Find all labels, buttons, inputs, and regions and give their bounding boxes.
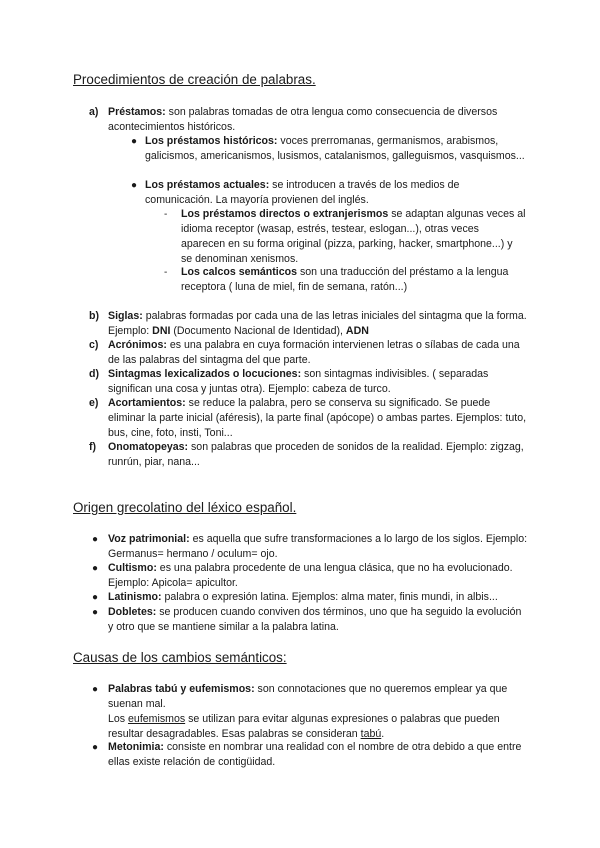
- term-voz-patrimonial: Voz patrimonial:: [108, 533, 190, 545]
- text-acortamientos: se reduce la palabra, pero se conserva su significado. Se puede eliminar la parte inicial (aféresis), la parte final (apócope) o ambas partes. Ejemplos: tuto, bus, cine, foto, insti, Toni...: [108, 397, 527, 439]
- item-prestamos-actuales: [145, 178, 525, 208]
- item-prestamos: [108, 105, 528, 135]
- term-onomatopeyas: Onomatopeyas:: [108, 441, 189, 453]
- term-prestamos-actuales: Los préstamos actuales:: [145, 179, 270, 191]
- term-dobletes: Dobletes:: [108, 606, 157, 618]
- text-metonimia: consiste en nombrar una realidad con el nombre de otra debido a que entre ellas existe relación de contigüidad.: [108, 741, 522, 768]
- bullet-icon: ●: [92, 684, 99, 695]
- text-eufemismos-pre: Los: [108, 713, 129, 725]
- bullet-icon: ●: [92, 592, 99, 603]
- term-latinismo: Latinismo:: [108, 591, 162, 603]
- bullet-icon: ●: [92, 742, 99, 753]
- item-siglas: [108, 309, 528, 339]
- term-cultismo: Cultismo:: [108, 562, 157, 574]
- list-marker-e: e): [89, 397, 99, 409]
- term-acortamientos: Acortamientos:: [108, 397, 186, 409]
- bullet-icon: ●: [92, 563, 99, 574]
- item-metonimia: [108, 740, 528, 770]
- item-calcos-semanticos: [181, 265, 526, 295]
- text-dobletes: se producen cuando conviven dos términos, uno que ha seguido la evolución y otro que se mantiene similar a la palabra latina.: [108, 606, 522, 633]
- text-voz-patrimonial: es aquella que sufre transformaciones a lo largo de los siglos. Ejemplo: Germanus= hermano / oculum= ojo.: [108, 533, 528, 560]
- bullet-icon: ●: [131, 180, 138, 191]
- list-marker-c: c): [89, 339, 99, 351]
- term-acronimos: Acrónimos:: [108, 339, 167, 351]
- list-marker-a: a): [89, 106, 99, 118]
- term-calcos-semanticos: Los calcos semánticos: [181, 266, 297, 278]
- item-dobletes: [108, 605, 528, 635]
- bullet-icon: ●: [92, 534, 99, 545]
- text-prestamos-historicos: voces prerromanas, germanismos, arabismos, galicismos, americanismos, lusismos, catalanismos, galleguismos, vasquismos...: [145, 135, 525, 162]
- item-prestamos-directos: [181, 207, 526, 267]
- section-title-origen: Origen grecolatino del léxico español.: [73, 500, 297, 515]
- text-prestamos-directos: se adaptan algunas veces al idioma receptor (wasap, estrés, testear, eslogan...), otras veces aparecen en su forma original (pizza, parking, hacker, smartphone...) y se denominan xenismos.: [181, 208, 526, 265]
- term-adn: ADN: [345, 325, 369, 337]
- text-sintagmas: son sintagmas indivisibles. ( separadas significan una cosa y juntas otra). Ejemplo: cabeza de turco.: [108, 368, 489, 395]
- term-metonimia: Metonimia:: [108, 741, 164, 753]
- text-dni-meaning: (Documento Nacional de Identidad),: [170, 325, 346, 337]
- term-dni: DNI: [152, 325, 171, 337]
- list-marker-f: f): [89, 441, 97, 453]
- item-cultismo: [108, 561, 528, 591]
- list-marker-b: b): [89, 310, 99, 322]
- section-title-procedimientos: Procedimientos de creación de palabras.: [73, 72, 316, 87]
- item-onomatopeyas: [108, 440, 528, 470]
- dash-icon: -: [164, 267, 168, 278]
- item-tabu-eufemismos: [108, 682, 533, 742]
- term-sintagmas: Sintagmas lexicalizados o locuciones:: [108, 368, 302, 380]
- text-latinismo: palabra o expresión latina. Ejemplos: alma mater, finis mundi, in albis...: [161, 591, 498, 603]
- item-sintagmas: [108, 367, 528, 397]
- item-voz-patrimonial: [108, 532, 528, 562]
- item-prestamos-historicos: [145, 134, 525, 164]
- term-prestamos-historicos: Los préstamos históricos:: [145, 135, 278, 147]
- section-title-causas: Causas de los cambios semánticos:: [73, 650, 287, 665]
- term-eufemismos-underlined: eufemismos: [128, 713, 186, 725]
- item-acronimos: [108, 338, 528, 368]
- term-prestamos-directos: Los préstamos directos o extranjerismos: [181, 208, 389, 220]
- text-onomatopeyas: son palabras que proceden de sonidos de la realidad. Ejemplo: zigzag, runrún, piar, nana...: [108, 441, 524, 468]
- text-acronimos: es una palabra en cuya formación intervienen letras o sílabas de cada una de las palabras del sintagma del que parte.: [108, 339, 520, 366]
- text-calcos-semanticos: son una traducción del préstamo a la lengua receptora ( luna de miel, fin de semana, ratón...): [181, 266, 509, 293]
- text-tabu-eufemismos: son connotaciones que no queremos emplear ya que suenan mal.: [108, 683, 508, 710]
- item-acortamientos: [108, 396, 528, 441]
- dash-icon: -: [164, 209, 168, 220]
- text-eufemismos-explanation: se utilizan para evitar algunas expresiones o palabras que pueden resultar desagradables. Esas palabras se consideran: [108, 713, 500, 740]
- text-cultismo: es una palabra procedente de una lengua clásica, que no ha evolucionado. Ejemplo: Apicola= apicultor.: [108, 562, 513, 589]
- bullet-icon: ●: [131, 136, 138, 147]
- text-prestamos-actuales: se introducen a través de los medios de comunicación. La mayoría provienen del inglés.: [145, 179, 460, 206]
- item-latinismo: [108, 590, 538, 605]
- term-tabu-eufemismos: Palabras tabú y eufemismos:: [108, 683, 255, 695]
- term-siglas: Siglas:: [108, 310, 143, 322]
- term-tabu-underlined: tabú: [360, 728, 382, 740]
- term-prestamos: Préstamos:: [108, 106, 166, 118]
- list-marker-d: d): [89, 368, 99, 380]
- text-siglas: palabras formadas por cada una de las letras iniciales del sintagma que la forma. Ejemplo:: [108, 310, 527, 337]
- bullet-icon: ●: [92, 607, 99, 618]
- text-eufemismos-end: .: [381, 728, 385, 740]
- text-prestamos: son palabras tomadas de otra lengua como consecuencia de diversos acontecimientos históricos.: [108, 106, 498, 133]
